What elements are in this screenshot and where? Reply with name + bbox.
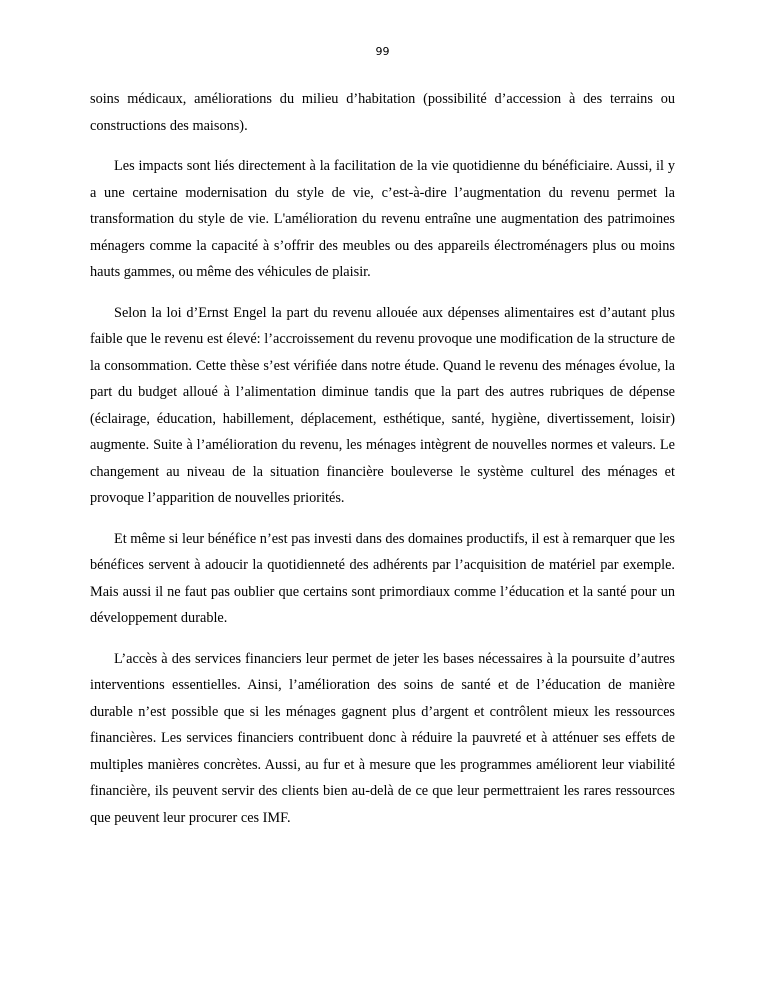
paragraph-impacts: Les impacts sont liés directement à la facilitation de la vie quotidienne du bénéficiaire. Aussi, il y a une certaine modernisation du style de vie, c’est-à-dire l’augmentation du revenu permet la transformation du style de vie. L'amélioration du revenu entraîne une augmentation des patrimoines ménagers comme la capacité à s’offrir des meubles ou des appareils électroménagers plus ou moins hauts gammes, ou même des véhicules de plaisir.: [90, 158, 675, 280]
paragraph-continuation: soins médicaux, améliorations du milieu d’habitation (possibilité d’accession à des terrains ou constructions des maisons).: [90, 91, 675, 134]
paragraph-engel-law: Selon la loi d’Ernst Engel la part du revenu allouée aux dépenses alimentaires est d’autant plus faible que le revenu est élevé: l’accroissement du revenu provoque une modification de la structure de la consommation. Cette thèse s’est vérifiée dans notre étude. Quand le revenu des ménages évolue, la part du budget alloué à l’alimentation diminue tandis que la part des autres rubriques de dépense (éclairage, éducation, habillement, déplacement, esthétique, santé, hygiène, divertissement, loisir) augmente. Suite à l’amélioration du revenu, les ménages intègrent de nouvelles normes et valeurs. Le changement au niveau de la situation financière bouleverse le système culturel des ménages et provoque l’apparition de nouvelles priorités.: [90, 304, 675, 506]
page-number: 99: [375, 45, 390, 58]
paragraph-financial-services: L’accès à des services financiers leur permet de jeter les bases nécessaires à la poursuite d’autres interventions essentielles. Ainsi, l’amélioration des soins de santé et de l’éducation de manière durable n’est possible que si les ménages gagnent plus d’argent et contrôlent mieux les ressources financières. Les services financiers contribuent donc à réduire la pauvreté et à atténuer ses effets de multiples manières concrètes. Aussi, au fur et à mesure que les programmes améliorent leur viabilité financière, ils peuvent servir des clients bien au-delà de ce que leur permettraient les rares ressources que peuvent leur procurer ces IMF.: [90, 650, 675, 826]
document-body: [90, 86, 675, 845]
paragraph-benefits: Et même si leur bénéfice n’est pas investi dans des domaines productifs, il est à remarquer que les bénéfices servent à adoucir la quotidienneté des adhérents par l’acquisition de matériel par exemple. Mais aussi il ne faut pas oublier que certains sont primordiaux comme l’éducation et la santé pour un développement durable.: [90, 530, 675, 626]
